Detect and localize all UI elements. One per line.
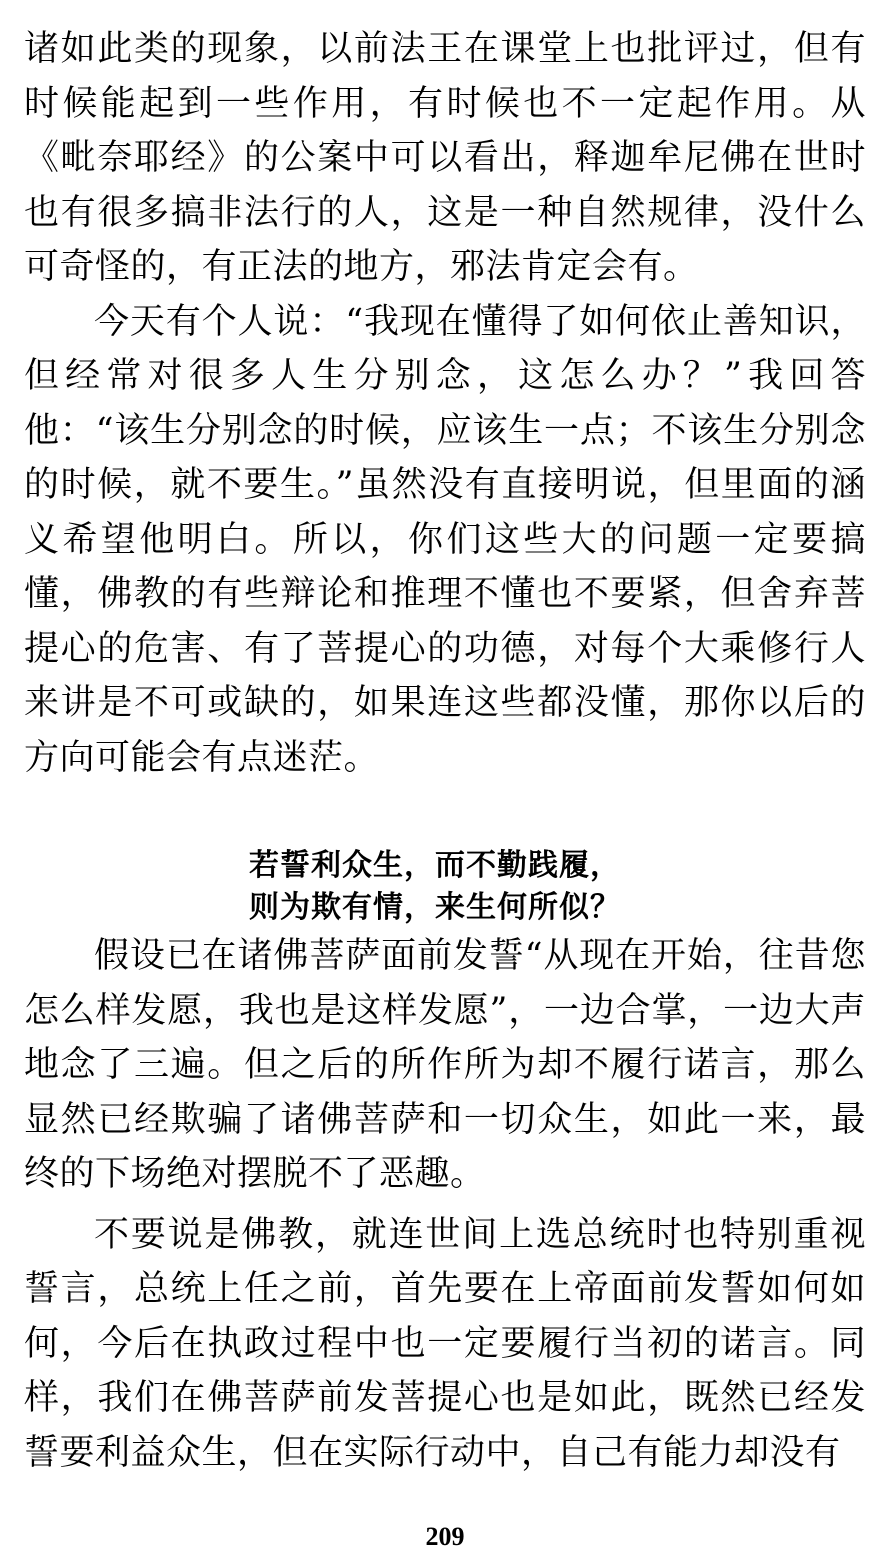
page-number: 209 (425, 1522, 465, 1551)
page-body (24, 22, 866, 1480)
verse-block (24, 845, 866, 929)
verse-line: 则为欺有情，来生何所似？ (249, 890, 621, 925)
verse-line: 若誓利众生，而不勤践履， (249, 848, 621, 883)
body-paragraph: 不要说是佛教，就连世间上选总统时也特别重视誓言，总统上任之前，首先要在上帝面前发誓如何如何，今后在执政过程中也一定要履行当初的诺言。同样，我们在佛菩萨前发菩提心也是如此，既然已经发誓要利益众生，但在实际行动中，自己有能力却没有 (24, 1214, 866, 1473)
body-paragraph: 诸如此类的现象，以前法王在课堂上也批评过，但有时候能起到一些作用，有时候也不一定起作用。从《毗奈耶经》的公案中可以看出，释迦牟尼佛在世时也有很多搞非法行的人，这是一种自然规律，没什么可奇怪的，有正法的地方，邪法肯定会有。 (24, 29, 866, 287)
body-paragraph: 今天有个人说：“我现在懂得了如何依止善知识，但经常对很多人生分别念，这怎么办？”我回答他：“该生分别念的时候，应该生一点；不该生分别念的时候，就不要生。”虽然没有直接明说，但里面的涵义希望他明白。所以，你们这些大的问题一定要搞懂，佛教的有些辩论和推理不懂也不要紧，但舍弃菩提心的危害、有了菩提心的功德，对每个大乘修行人来讲是不可或缺的，如果连这些都没懂，那你以后的方向可能会有点迷茫。 (24, 301, 866, 778)
section-spacer (24, 785, 866, 839)
body-paragraph: 假设已在诸佛菩萨面前发誓“从现在开始，往昔您怎么样发愿，我也是这样发愿”，一边合掌，一边大声地念了三遍。但之后的所作所为却不履行诺言，那么显然已经欺骗了诸佛菩萨和一切众生，如此一来，最终的下场绝对摆脱不了恶趣。 (24, 936, 866, 1194)
